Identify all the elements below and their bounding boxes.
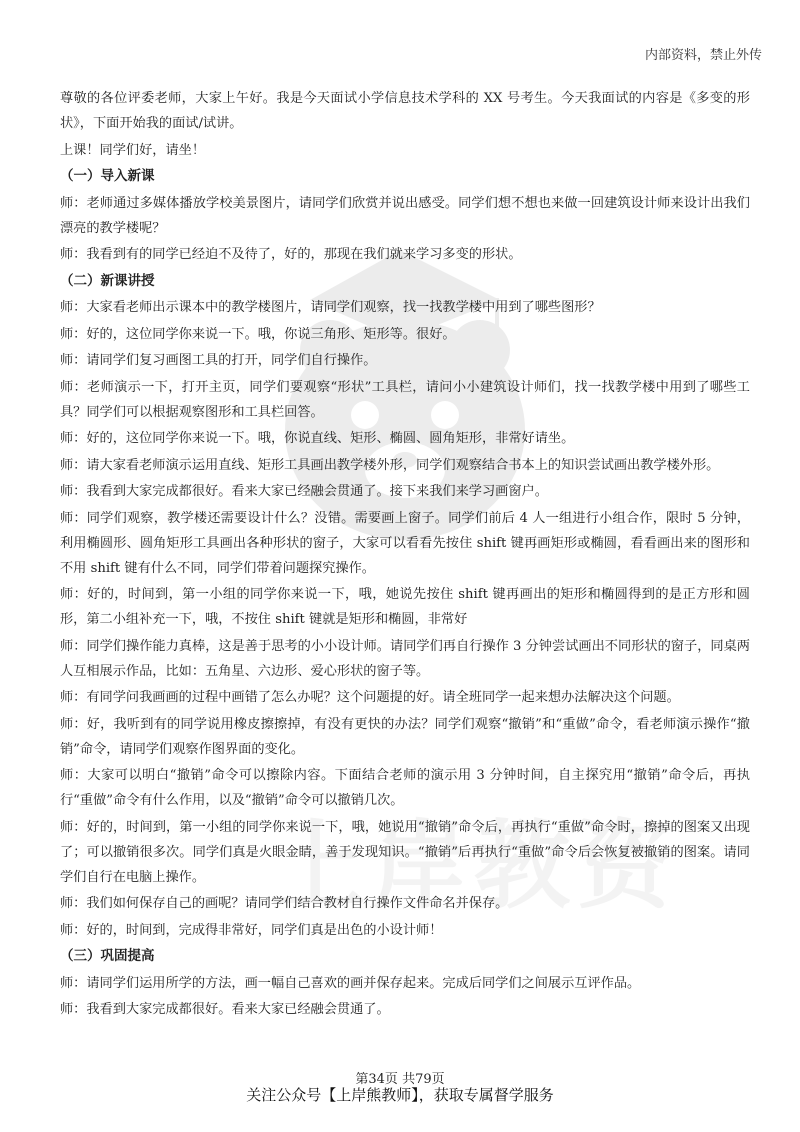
promo-footer: 关注公众号【上岸熊教师】，获取专属督学服务 bbox=[246, 1086, 554, 1104]
document-body bbox=[60, 86, 750, 1024]
paragraph: 上课！同学们好，请坐！ bbox=[60, 142, 206, 158]
paragraph: 师：大家可以明白“撤销”命令可以擦除内容。下面结合老师的演示用 3 分钟时间，自主探究用“撤销”命令后，再执行“重做”命令有什么作用，以及“撤销”命令可以撤销几次。 bbox=[60, 768, 750, 808]
paragraph: 师：老师演示一下，打开主页，同学们要观察“形状”工具栏，请问小小建筑设计师们，找一找教学楼中用到了哪些工具？同学们可以根据观察图形和工具栏回答。 bbox=[60, 379, 750, 420]
section-heading: （三）巩固提高 bbox=[60, 948, 155, 964]
section-heading: （一）导入新课 bbox=[60, 168, 155, 184]
paragraph: 师：我看到大家完成都很好。看来大家已经融会贯通了。接下来我们来学习画窗户。 bbox=[60, 484, 548, 499]
paragraph: 师：好的，这位同学你来说一下。哦，你说三角形、矩形等。很好。 bbox=[60, 326, 456, 342]
page-number: 第34页 共79页 bbox=[355, 1072, 445, 1087]
paragraph: 师：同学们观察，教学楼还需要设计什么？没错。需要画上窗子。同学们前后 4 人一组进行小组合作，限时 5 分钟，利用椭圆形、圆角矩形工具画出各种形状的窗子，大家可以看看先按住 shift 键再画矩形或椭圆，看看画出来的图形和不用 shift 键有什么不同，同学们带着问题探究操作。 bbox=[60, 510, 750, 576]
confidential-note: 内部资料，禁止外传 bbox=[644, 48, 762, 63]
paragraph: 师：我们如何保存自己的画呢？请同学们结合教材自行操作文件命名并保存。 bbox=[60, 896, 509, 911]
paragraph: 师：请同学们复习画图工具的打开，同学们自行操作。 bbox=[60, 353, 377, 368]
paragraph: 师：我看到大家完成都很好。看来大家已经融会贯通了。 bbox=[60, 1002, 390, 1017]
paragraph: 师：好的，这位同学你来说一下。哦，你说直线、矩形、椭圆、圆角矩形，非常好请坐。 bbox=[60, 431, 575, 446]
paragraph: 师：请大家看老师演示运用直线、矩形工具画出教学楼外形，同学们观察结合书本上的知识尝试画出教学楼外形。 bbox=[60, 457, 720, 473]
paragraph: 师：我看到有的同学已经迫不及待了，好的，那现在我们就来学习多变的形状。 bbox=[60, 247, 522, 262]
paragraph: 尊敬的各位评委老师，大家上午好。我是今天面试小学信息技术学科的 XX 号考生。今天我面试的内容是《多变的形状》，下面开始我的面试/试讲。 bbox=[60, 91, 750, 131]
paragraph: 师：好的，时间到，第一小组的同学你来说一下，哦，她说用“撤销”命令后，再执行“重做”命令时，擦掉的图案又出现了；可以撤销很多次。同学们真是火眼金睛，善于发现知识。“撤销”后再执行“重做”命令后会恢复被撤销的图案。请同学们自行在电脑上操作。 bbox=[60, 819, 750, 885]
paragraph: 师：有同学问我画画的过程中画错了怎么办呢？这个问题提的好。请全班同学一起来想办法解决这个问题。 bbox=[60, 690, 680, 705]
paragraph: 师：好的，时间到，第一小组的同学你来说一下，哦，她说先按住 shift 键再画出的矩形和椭圆得到的是正方形和圆形，第二小组补充一下，哦，不按住 shift 键就是矩形和椭圆，非常好 bbox=[60, 587, 750, 627]
paragraph: 师：同学们操作能力真棒，这是善于思考的小小设计师。请同学们再自行操作 3 分钟尝试画出不同形状的窗子，同桌两人互相展示作品，比如：五角星、六边形、爱心形状的窗子等。 bbox=[60, 638, 750, 679]
paragraph: 师：好的，时间到，完成得非常好，同学们真是出色的小设计师！ bbox=[60, 922, 443, 938]
paragraph: 师：大家看老师出示课本中的教学楼图片，请同学们观察，找一找教学楼中用到了哪些图形？ bbox=[60, 300, 601, 315]
section-heading: （二）新课讲授 bbox=[60, 272, 155, 289]
paragraph: 师：好，我听到有的同学说用橡皮擦擦掉，有没有更快的办法？同学们观察“撤销”和“重做”命令，看老师演示操作“撤销”命令，请同学们观察作图界面的变化。 bbox=[60, 716, 750, 757]
paragraph: 师：请同学们运用所学的方法，画一幅自己喜欢的画并保存起来。完成后同学们之间展示互评作品。 bbox=[60, 975, 641, 991]
paragraph: 师：老师通过多媒体播放学校美景图片，请同学们欣赏并说出感受。同学们想不想也来做一回建筑设计师来设计出我们漂亮的教学楼呢？ bbox=[60, 195, 750, 236]
